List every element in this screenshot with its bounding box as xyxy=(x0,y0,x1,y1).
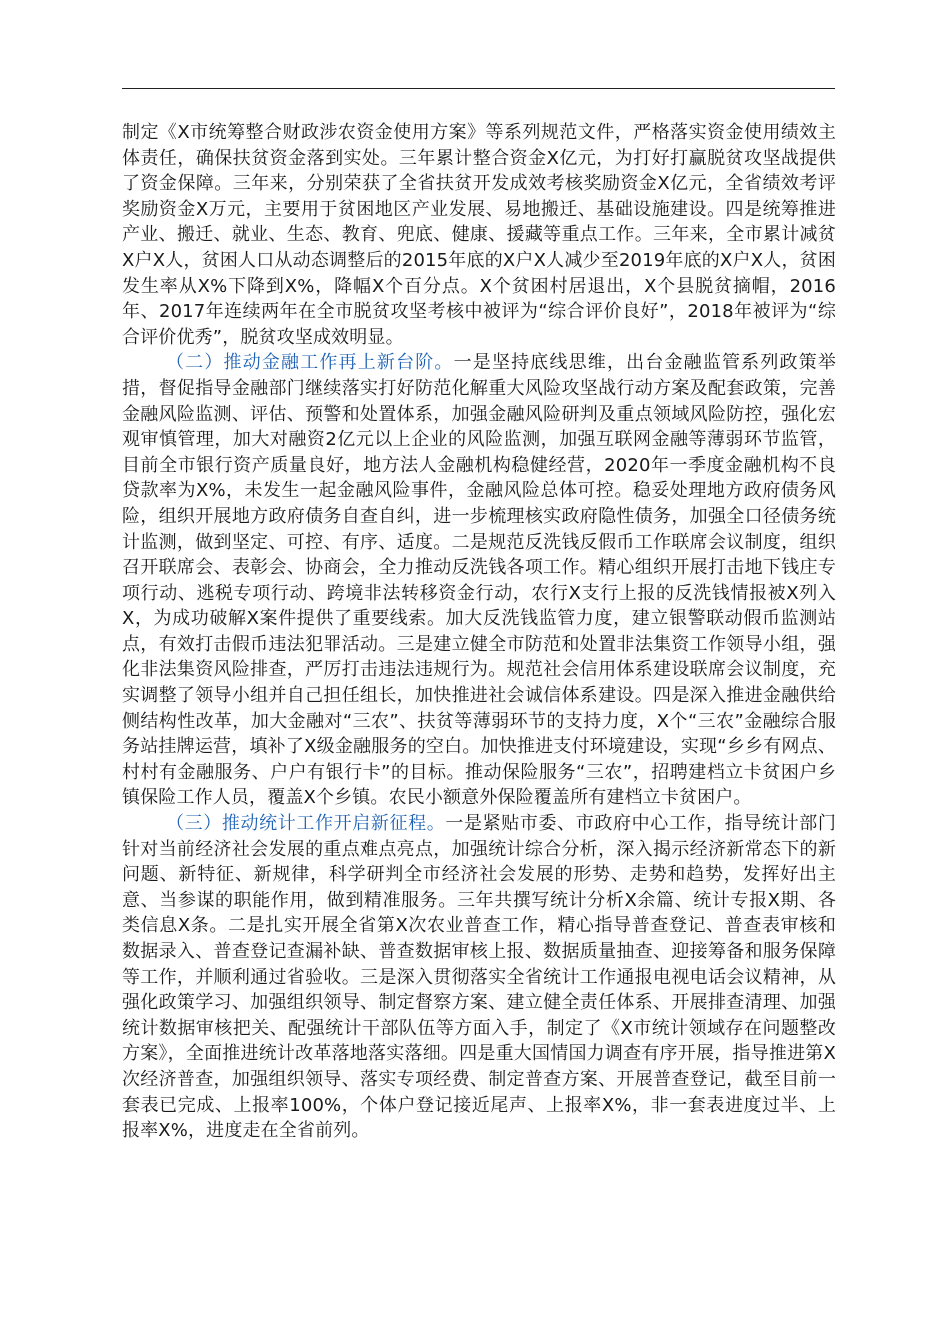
paragraph-statistics xyxy=(122,811,836,1144)
paragraph-text: 一是坚持底线思维，出台金融监管系列政策举措，督促指导金融部门继续落实打好防范化解重大风险攻坚战行动方案及配套政策，完善金融风险监测、评估、预警和处置体系，加强金融风险研判及重点领域风险防控，强化宏观审慎管理，加大对融资2亿元以上企业的风险监测，加强互联网金融等薄弱环节监管，目前全市银行资产质量良好，地方法人金融机构稳健经营，2020年一季度金融机构不良贷款率为X%，未发生一起金融风险事件，金融风险总体可控。稳妥处理地方政府债务风险，组织开展地方政府债务自查自纠，进一步梳理核实政府隐性债务，加强全口径债务统计监测，做到坚定、可控、有序、适度。二是规范反洗钱反假币工作联席会议制度，组织召开联席会、表彰会、协商会，全力推动反洗钱各项工作。精心组织开展打击地下钱庄专项行动、逃税专项行动、跨境非法转移资金行动，农行X支行上报的反洗钱情报被X列入X，为成功破解X案件提供了重要线索。加大反洗钱监管力度，建立银警联动假币监测站点，有效打击假币违法犯罪活动。三是建立健全市防范和处置非法集资工作领导小组，强化非法集资风险排查，严厉打击违法违规行为。规范社会信用体系建设联席会议制度，充实调整了领导小组并自己担任组长，加快推进社会诚信体系建设。四是深入推进金融供给侧结构性改革，加大金融对“三农”、扶贫等薄弱环节的支持力度，X个“三农”金融综合服务站挂牌运营，填补了X级金融服务的空白。加快推进支付环境建设，实现“乡乡有网点、村村有金融服务、户户有银行卡”的目标。推动保险服务“三农”，招聘建档立卡贫困户乡镇保险工作人员，覆盖X个乡镇。农民小额意外保险覆盖所有建档立卡贫困户。 xyxy=(122,352,837,809)
document-body xyxy=(122,120,836,1144)
section-heading-finance: （二）推动金融工作再上新台阶。 xyxy=(166,352,454,374)
paragraph-text: 制定《X市统筹整合财政涉农资金使用方案》等系列规范文件，严格落实资金使用绩效主体责任，确保扶贫资金落到实处。三年累计整合资金X亿元，为打好打赢脱贫攻坚战提供了资金保障。三年来，分别荣获了全省扶贫开发成效考核奖励资金X亿元，全省绩效考评奖励资金X万元，主要用于贫困地区产业发展、易地搬迁、基础设施建设。四是统筹推进产业、搬迁、就业、生态、教育、兜底、健康、援藏等重点工作。三年来，全市累计减贫X户X人，贫困人口从动态调整后的2015年底的X户X人减少至2019年底的X户X人，贫困发生率从X%下降到X%，降幅X个百分点。X个贫困村居退出，X个县脱贫摘帽，2016年、2017年连续两年在全市脱贫攻坚考核中被评为“综合评价良好”，2018年被评为“综合评价优秀”，脱贫攻坚成效明显。 xyxy=(122,122,836,348)
paragraph-finance xyxy=(122,350,836,811)
paragraph-poverty-alleviation xyxy=(122,120,836,350)
paragraph-text: 一是紧贴市委、市政府中心工作，指导统计部门针对当前经济社会发展的重点难点亮点，加强统计综合分析，深入揭示经济新常态下的新问题、新特征、新规律，科学研判全市经济社会发展的形势、走势和趋势，发挥好出主意、当参谋的职能作用，做到精准服务。三年共撰写统计分析X余篇、统计专报X期、各类信息X条。二是扎实开展全省第X次农业普查工作，精心指导普查登记、普查表审核和数据录入、普查登记查漏补缺、普查数据审核上报、数据质量抽查、迎接筹备和服务保障等工作，并顺利通过省验收。三是深入贯彻落实全省统计工作通报电视电话会议精神，从强化政策学习、加强组织领导、制定督察方案、建立健全责任体系、开展排查清理、加强统计数据审核把关、配强统计干部队伍等方面入手，制定了《X市统计领域存在问题整改方案》，全面推进统计改革落地落实落细。四是重大国情国力调查有序开展，指导推进第X次经济普查，加强组织领导、落实专项经费、制定普查方案、开展普查登记，截至目前一套表已完成、上报率100%，个体户登记接近尾声、上报率X%，非一套表进度过半、上报率X%，进度走在全省前列。 xyxy=(122,813,837,1142)
section-heading-statistics: （三）推动统计工作开启新征程。 xyxy=(166,813,446,835)
header-divider xyxy=(122,88,835,89)
